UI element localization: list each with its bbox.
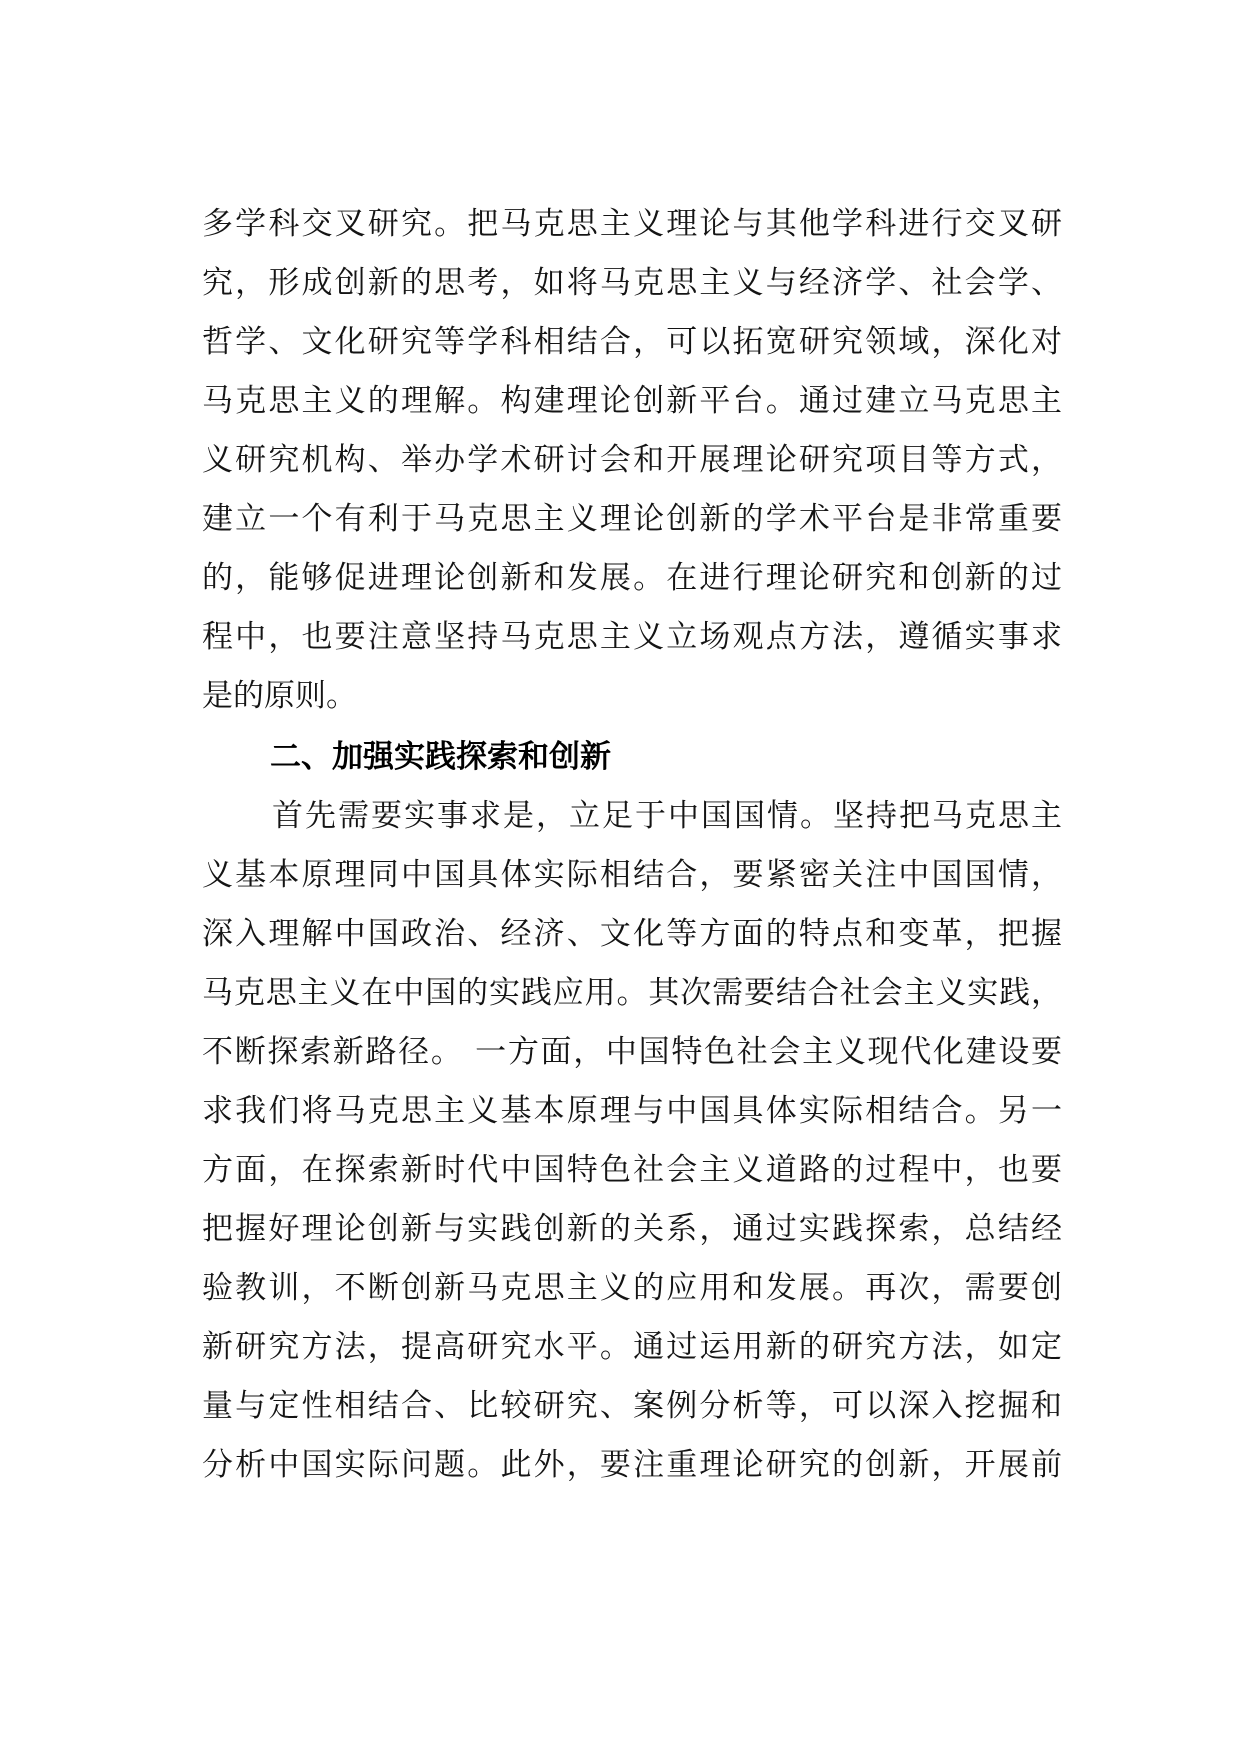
paragraph-2-line-11: 量与定性相结合、比较研究、案例分析等，可以深入挖掘和 xyxy=(202,1388,1062,1424)
paragraph-2-line-1: 首先需要实事求是，立足于中国国情。坚持把马克思主 xyxy=(272,798,1062,834)
paragraph-1-line-1: 多学科交叉研究。把马克思主义理论与其他学科进行交叉研 xyxy=(202,206,1062,242)
paragraph-2-line-8: 把握好理论创新与实践创新的关系，通过实践探索，总结经 xyxy=(202,1211,1062,1247)
paragraph-2-line-3: 深入理解中国政治、经济、文化等方面的特点和变革，把握 xyxy=(202,916,1062,952)
paragraph-2-line-5: 不断探索新路径。 一方面，中国特色社会主义现代化建设要 xyxy=(202,1034,1062,1070)
paragraph-2-line-2: 义基本原理同中国具体实际相结合，要紧密关注中国国情， xyxy=(202,857,1062,893)
paragraph-1-line-2: 究，形成创新的思考，如将马克思主义与经济学、社会学、 xyxy=(202,265,1062,301)
paragraph-2-line-9: 验教训，不断创新马克思主义的应用和发展。再次，需要创 xyxy=(202,1270,1062,1306)
paragraph-2-line-6: 求我们将马克思主义基本原理与中国具体实际相结合。另一 xyxy=(202,1093,1062,1129)
paragraph-2-line-10: 新研究方法，提高研究水平。通过运用新的研究方法，如定 xyxy=(202,1329,1062,1365)
paragraph-2-line-7: 方面，在探索新时代中国特色社会主义道路的过程中，也要 xyxy=(202,1152,1062,1188)
paragraph-1-line-4: 马克思主义的理解。构建理论创新平台。通过建立马克思主 xyxy=(202,383,1062,419)
section-heading: 二、加强实践探索和创新 xyxy=(270,739,611,775)
paragraph-1-line-3: 哲学、文化研究等学科相结合，可以拓宽研究领域，深化对 xyxy=(202,324,1062,360)
paragraph-1-line-7: 的，能够促进理论创新和发展。在进行理论研究和创新的过 xyxy=(202,560,1062,596)
paragraph-1-line-9: 是的原则。 xyxy=(202,678,357,714)
paragraph-1-line-8: 程中，也要注意坚持马克思主义立场观点方法，遵循实事求 xyxy=(202,619,1062,655)
paragraph-2-line-12: 分析中国实际问题。此外，要注重理论研究的创新，开展前 xyxy=(202,1447,1062,1483)
paragraph-1-line-5: 义研究机构、举办学术研讨会和开展理论研究项目等方式， xyxy=(202,442,1062,478)
paragraph-1-line-6: 建立一个有利于马克思主义理论创新的学术平台是非常重要 xyxy=(202,501,1062,537)
paragraph-2-line-4: 马克思主义在中国的实践应用。其次需要结合社会主义实践， xyxy=(202,975,1062,1011)
